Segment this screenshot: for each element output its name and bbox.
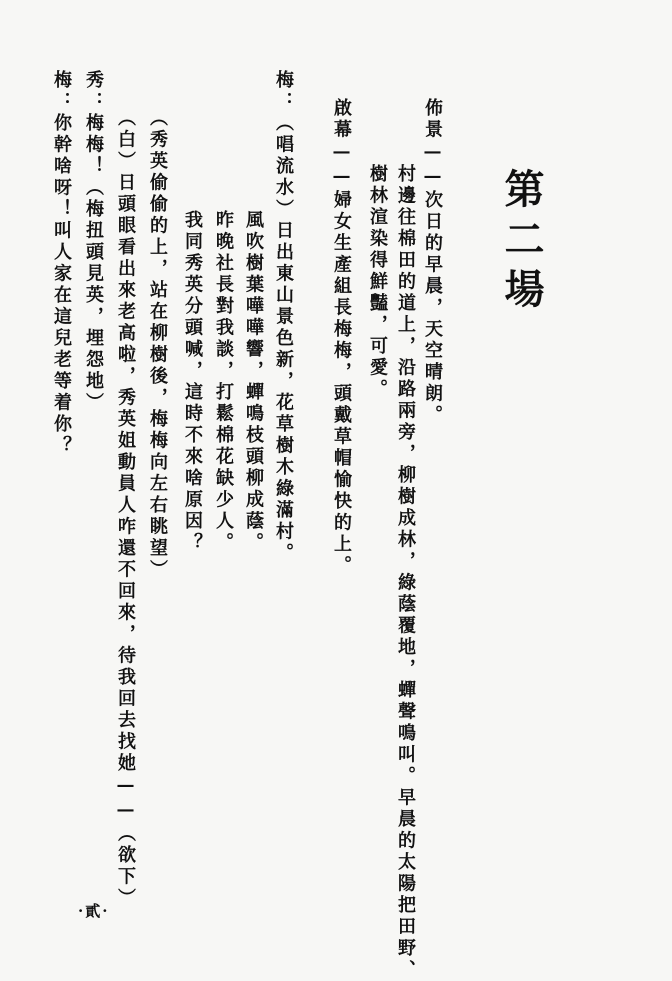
dialogue-mei-song: 梅：（唱流水）日出東山景色新，花草樹木綠滿村。 [273,70,294,565]
page-number: ·貳· [78,902,110,920]
stage-direction: （秀英偷偷的上，站在柳樹後，梅梅向左右眺望） [147,108,168,581]
curtain-rise-line: 啟幕——婦女生產組長梅梅，頭戴草帽愉快的上。 [331,98,352,577]
stage-setting-line-2: 村邊往棉田的道上，沿路兩旁，柳樹成林，綠蔭覆地，蟬聲鳴叫。早晨的太陽把田野、 [395,164,416,981]
dialogue-mei-reply: 梅：你幹啥呀！叫人家在這兒老等着你？ [51,70,72,457]
stage-setting-line-1: 佈景——次日的早晨，天空晴朗。 [422,98,443,427]
dialogue-mei-song-4: 我同秀英分頭喊，這時不來啥原因？ [182,210,203,554]
dialogue-mei-song-3: 昨晚社長對我談，打鬆棉花缺少人。 [213,210,234,554]
dialogue-mei-song-2: 風吹樹葉嘩嘩響，蟬鳴枝頭柳成蔭。 [243,210,264,554]
dialogue-xiu: 秀：梅梅！（梅扭頭見英，埋怨地） [83,70,104,414]
stage-setting-line-3: 樹林渲染得鮮豔，可愛。 [367,164,388,401]
scene-title: 第二場 [498,168,545,318]
dialogue-mei-spoken: （白）日頭眼看出來老高啦，秀英姐動員人咋還不回來，待我回去找她——（欲下） [115,108,136,910]
